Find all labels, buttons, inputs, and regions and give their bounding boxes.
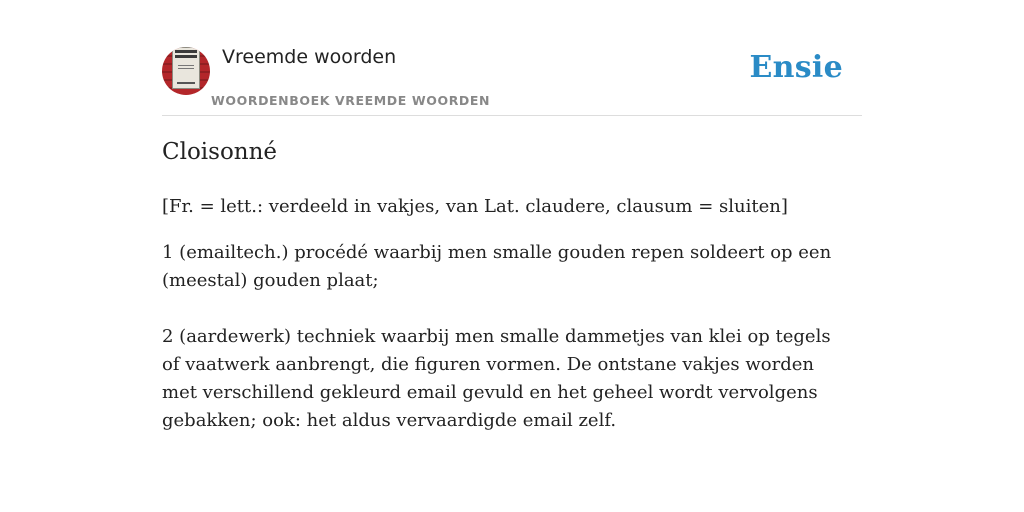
- definition-item: 1 (emailtech.) procédé waarbij men smalle gouden repen soldeert op een (meestal) gouden plaat;: [162, 242, 832, 291]
- dictionary-avatar[interactable]: [162, 47, 210, 95]
- entry-term: Cloisonné: [162, 139, 278, 165]
- dictionary-subtitle: WOORDENBOEK VREEMDE WOORDEN: [211, 93, 491, 108]
- entry-definitions: [162, 239, 852, 463]
- definition-item: 2 (aardewerk) techniek waarbij men smalle dammetjes van klei op tegels of vaatwerk aanbrengt, die figuren vormen. De ontstane vakjes worden met verschillend gekleurd email gevuld en het geheel wordt vervolgens gebakken; ook: het aldus vervaardigde email zelf.: [162, 326, 831, 431]
- site-header: [162, 44, 862, 116]
- dictionary-title-link[interactable]: Vreemde woorden: [222, 46, 397, 68]
- ensie-logo[interactable]: Ensie: [749, 50, 843, 85]
- book-cover-icon: [172, 47, 200, 89]
- entry-etymology: [Fr. = lett.: verdeeld in vakjes, van Lat. claudere, clausum = sluiten]: [162, 196, 788, 217]
